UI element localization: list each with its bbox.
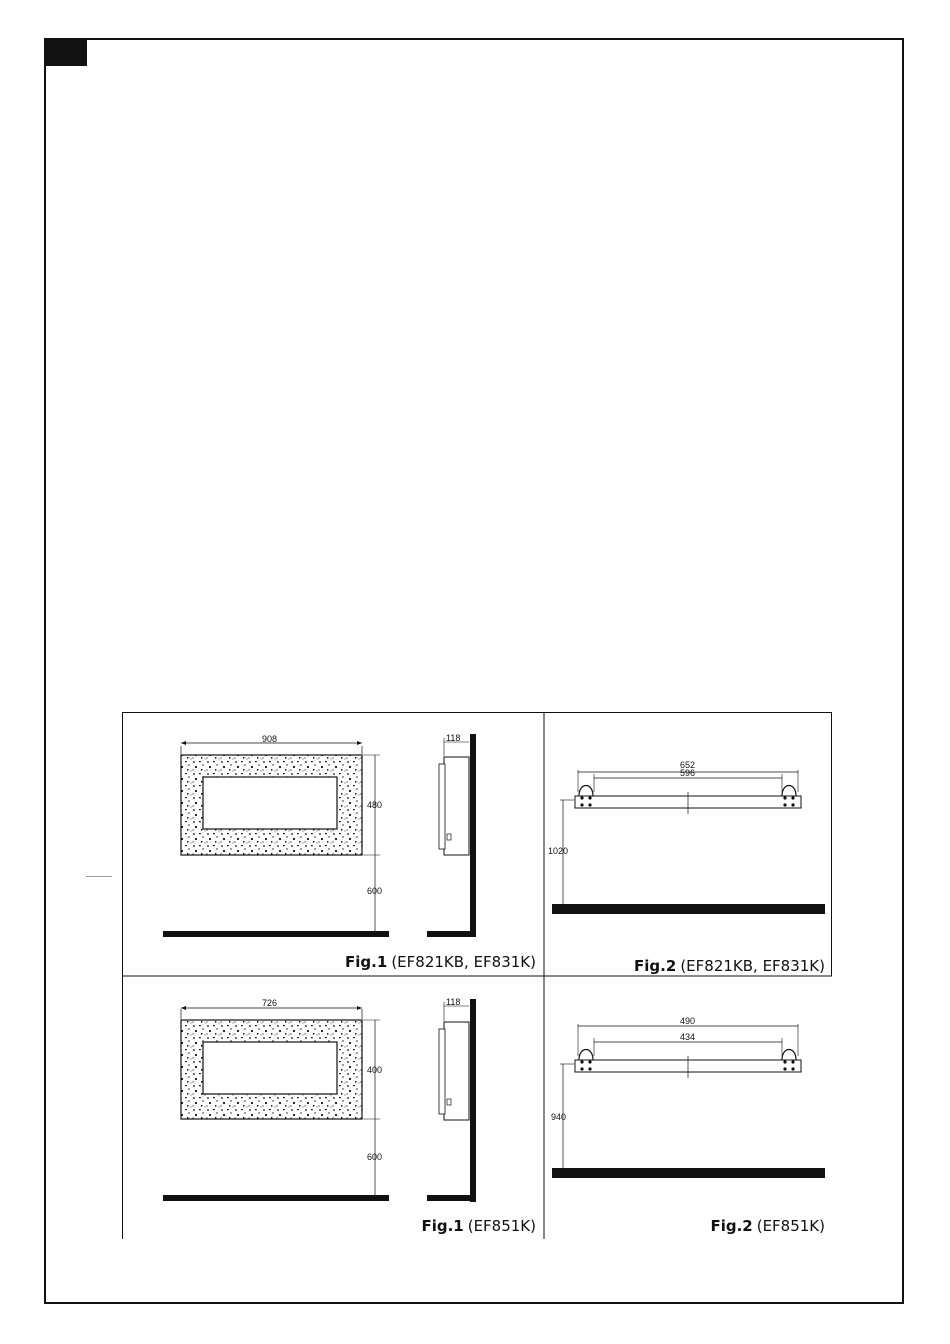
depth-dimension-label: 118 [446, 733, 461, 743]
figure-models: (EF821KB, EF831K) [391, 953, 536, 971]
floor-dimension-label: 600 [367, 886, 383, 896]
depth-dimension-label: 118 [446, 997, 461, 1007]
figure-models: (EF851K) [467, 1217, 536, 1235]
figure-number: Fig.1 [421, 1217, 464, 1235]
figure-grid [122, 712, 832, 1239]
panel-fig2-ef851k [551, 1016, 825, 1235]
front-view-diagram [163, 741, 389, 937]
figure-number: Fig.1 [345, 953, 388, 971]
side-view-diagram [427, 734, 476, 937]
bracket-outer-dimension-label: 652 [680, 760, 696, 770]
figure-models: (EF851K) [756, 1217, 825, 1235]
front-view-diagram [163, 1006, 389, 1201]
panel-fig2-ef821kb-ef831k [548, 760, 825, 975]
figure-models: (EF821KB, EF831K) [680, 957, 825, 975]
figure-number: Fig.2 [710, 1217, 753, 1235]
bracket-inner-dimension-label: 596 [680, 768, 696, 778]
panel-fig1-ef851k [163, 997, 536, 1235]
figure-caption [421, 1217, 536, 1235]
width-dimension-label: 908 [262, 734, 278, 744]
bracket-outer-dimension-label: 490 [680, 1016, 696, 1026]
wall-bracket-diagram [552, 1024, 825, 1178]
corner-tab-marker [44, 38, 87, 66]
figure-caption [634, 957, 825, 975]
figure-caption [710, 1217, 825, 1235]
mounting-height-label: 1020 [548, 846, 569, 856]
height-dimension-label: 400 [367, 1065, 383, 1075]
floor-dimension-label: 600 [367, 1152, 383, 1162]
figure-caption [345, 953, 536, 971]
mounting-height-label: 940 [551, 1112, 567, 1122]
wall-bracket-diagram [552, 770, 825, 914]
bracket-inner-dimension-label: 434 [680, 1032, 696, 1042]
side-view-diagram [427, 999, 476, 1202]
width-dimension-label: 726 [262, 998, 278, 1008]
panel-fig1-ef821kb-ef831k [163, 733, 536, 971]
height-dimension-label: 480 [367, 800, 383, 810]
figure-number: Fig.2 [634, 957, 677, 975]
stray-mark [86, 876, 112, 877]
